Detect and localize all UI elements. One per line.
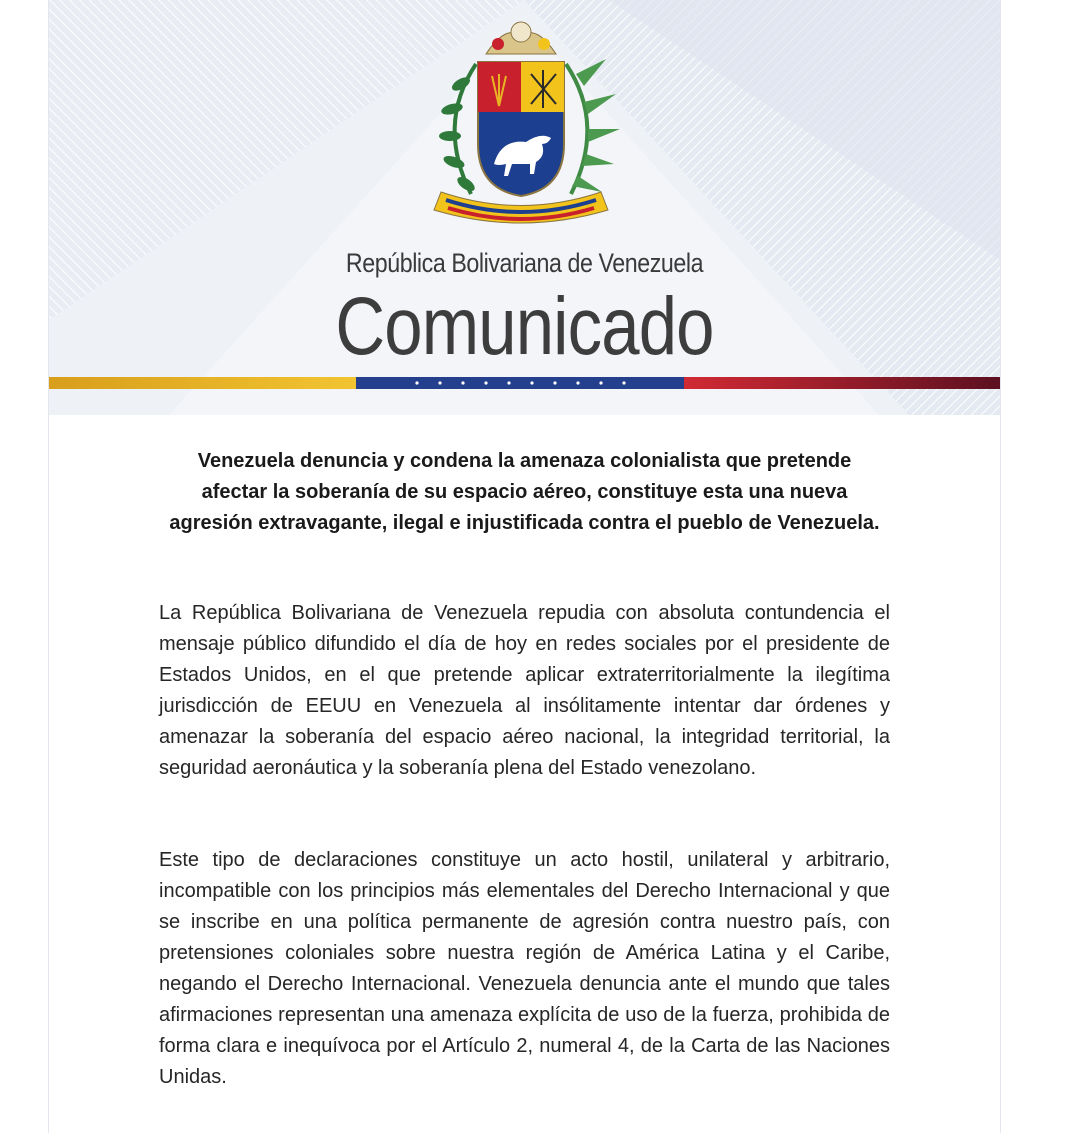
body-paragraph-2: Este tipo de declaraciones constituye un acto hostil, unilateral y arbitrario, incompatible con los principios más elementales del Derecho Internacional y que se inscribe en una política permanente de agresión contra nuestro país, con pretensiones coloniales sobre nuestra región de América Latina y el Caribe, negando el Derecho Internacional. Venezuela denuncia ante el mundo que tales afirmaciones representan una amenaza explícita de uso de la fuerza, prohibida de forma clara e inequívoca por el Artículo 2, numeral 4, de la Carta de las Naciones Unidas.	[159, 849, 890, 1088]
body-paragraph-1: La República Bolivariana de Venezuela repudia con absoluta contundencia el mensaje público difundido el día de hoy en redes sociales por el presidente de Estados Unidos, en el que pretende aplicar extraterritorialmente la ilegítima jurisdicción de EEUU en Venezuela al insólitamente intentar dar órdenes y amenazar la soberanía del espacio aéreo nacional, la integridad territorial, la seguridad aeronáutica y la soberanía plena del Estado venezolano.	[159, 602, 890, 779]
republic-name: República Bolivariana de Venezuela	[345, 248, 704, 278]
document-title: Comunicado	[335, 281, 714, 372]
coat-of-arms-icon	[416, 14, 626, 236]
communique-headline: Venezuela denuncia y condena la amenaza colonialista que pretende afectar la soberanía de su espacio aéreo, constituye esta una nueva agresión extravagante, ilegal e injustificada contra el pueblo de Venezuela.	[169, 450, 880, 534]
flag-stripe	[49, 377, 1000, 389]
communique-page	[48, 0, 1001, 1133]
communique-header	[49, 0, 1000, 415]
